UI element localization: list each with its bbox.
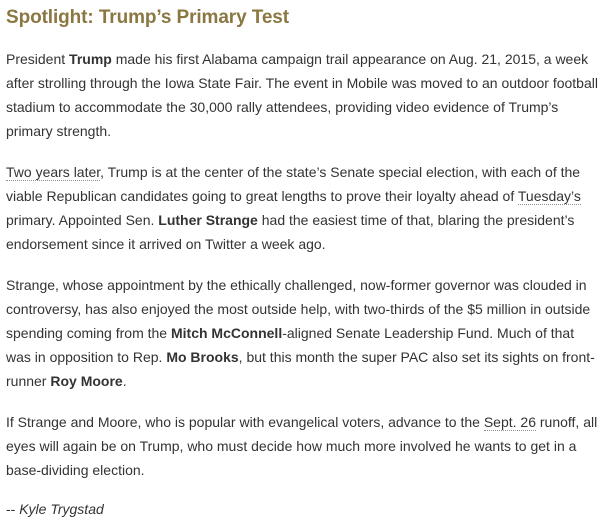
byline (6, 497, 602, 521)
byline-author: Kyle Trygstad (19, 501, 104, 517)
paragraph-3 (6, 273, 602, 393)
date-link-two-years-later[interactable]: Two years later (6, 164, 101, 180)
p3-text-1: Strange, whose appointment by the ethically challenged, now-former governor was clouded in controversy, has also enjoyed the most outside help, with two-thirds of the $5 million in outside spending coming from the (6, 277, 591, 341)
paragraph-2 (6, 160, 602, 256)
paragraph-1 (6, 47, 602, 143)
name-trump: Trump (69, 51, 112, 67)
p3-text-2: -aligned Senate Leadership Fund. Much of that was in opposition to Rep. (6, 325, 575, 365)
p2-text-1: , Trump is at the center of the state’s Senate special election, with each of the viable Republican candidates going to great lengths to prove their loyalty ahead of (6, 164, 581, 204)
byline-prefix: -- (6, 501, 20, 517)
p2-text-2: primary. Appointed Sen. (6, 212, 159, 228)
p3-text-3: , but this month the super PAC also set its sights on front-runner (6, 349, 595, 389)
p3-text-4: . (122, 373, 127, 389)
paragraph-4 (6, 410, 602, 482)
article (6, 0, 602, 521)
p4-text-1: If Strange and Moore, who is popular with evangelical voters, advance to the (6, 414, 484, 430)
date-link-tuesday[interactable]: Tuesday’s (517, 188, 581, 204)
name-roy-moore: Roy Moore (50, 373, 123, 389)
article-title: Spotlight: Trump’s Primary Test (6, 7, 289, 28)
date-link-sept-26[interactable]: Sept. 26 (483, 414, 536, 430)
name-mitch-mcconnell: Mitch McConnell (170, 325, 283, 341)
p4-text-2: runoff, all eyes will again be on Trump, who must decide how much more involved he wants to get in a base-dividing election. (6, 414, 598, 478)
name-mo-brooks: Mo Brooks (166, 349, 239, 365)
p1-text-2: made his first Alabama campaign trail appearance on Aug. 21, 2015, a week after strolling through the Iowa State Fair. The event in Mobile was moved to an outdoor football stadium to accommodate the 30,000 rally attendees, providing video evidence of Trump’s primary strength. (6, 51, 598, 139)
p2-text-3: had the easiest time of that, blaring the president’s endorsement since it arrived on Twitter a week ago. (6, 212, 575, 252)
p1-text-1: President (6, 51, 70, 67)
name-luther-strange: Luther Strange (158, 212, 258, 228)
